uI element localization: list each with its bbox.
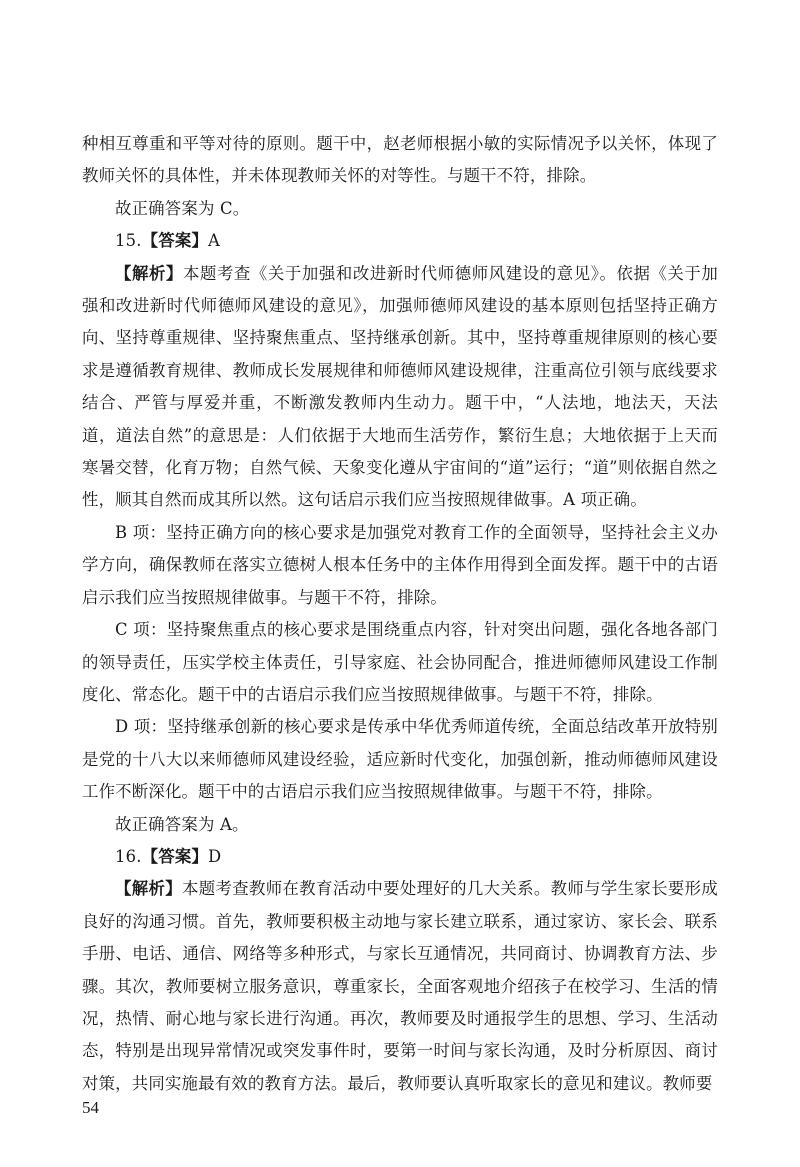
paragraph-2 (82, 193, 718, 225)
option-c-paragraph (82, 614, 718, 711)
analysis-tag: 【解析】 (115, 263, 183, 283)
paragraph-text: 本题考查《关于加强和改进新时代师德师风建设的意见》。依据《关于加强和改进新时代师德师风建设的意见》，加强师德师风建设的基本原则包括坚持正确方向、坚持尊重规律、坚持聚焦重点、坚持继承创新。其中，坚持尊重规律原则的核心要求是遵循教育规律、教师成长发展规律和师德师风建设规律，注重高位引领与底线要求结合、严管与厚爱并重，不断激发教师内生动力。题干中，“人法地，地法天，天法道，道法自然”的意思是：人们依据于大地而生活劳作，繁衍生息；大地依据于上天而寒暑交替，化育万物；自然气候、天象变化遵从宇宙间的“道”运行；“道”则依据自然之性，顺其自然而成其所以然。这句话启示我们应当按照规律做事。A 项正确。 (82, 263, 718, 510)
paragraph-1 (82, 128, 718, 193)
question-number: 16. (115, 846, 142, 866)
paragraph-text: D 项：坚持继承创新的核心要求是传承中华优秀师道传统，全面总结改革开放特别是党的十八大以来师德师风建设经验，适应新时代变化，加强创新，推动师德师风建设工作不断深化。题干中的古语启示我们应当按照规律做事。与题干不符，排除。 (82, 717, 718, 802)
answer-16 (82, 841, 718, 873)
paragraph-text: C 项：坚持聚焦重点的核心要求是围绕重点内容，针对突出问题，强化各地各部门的领导责任，压实学校主体责任，引导家庭、社会协同配合，推进师德师风建设工作制度化、常态化。题干中的古语启示我们应当按照规律做事。与题干不符，排除。 (82, 620, 718, 704)
conclusion-15 (82, 809, 718, 841)
analysis-16 (82, 873, 718, 1100)
paragraph-text: 故正确答案为 A。 (115, 814, 249, 834)
paragraph-text: 故正确答案为 C。 (115, 198, 250, 218)
option-b-paragraph (82, 517, 718, 614)
answer-15 (82, 225, 718, 257)
paragraph-text: 种相互尊重和平等对待的原则。题干中，赵老师根据小敏的实际情况予以关怀，体现了教师关怀的具体性，并未体现教师关怀的对等性。与题干不符，排除。 (82, 134, 718, 186)
question-number: 15. (115, 231, 142, 251)
answer-tag: 【答案】 (141, 846, 209, 866)
paragraph-text: B 项：坚持正确方向的核心要求是加强党对教育工作的全面领导，坚持社会主义办学方向，确保教师在落实立德树人根本任务中的主体作用得到全面发挥。题干中的古语启示我们应当按照规律做事。与题干不符，排除。 (82, 522, 718, 607)
analysis-15 (82, 258, 718, 517)
option-d-paragraph (82, 711, 718, 808)
answer-tag: 【答案】 (141, 231, 209, 251)
answer-value: A (208, 231, 221, 251)
analysis-tag: 【解析】 (115, 879, 183, 899)
paragraph-text: 本题考查教师在教育活动中要处理好的几大关系。教师与学生家长要形成良好的沟通习惯。首先，教师要积极主动地与家长建立联系，通过家访、家长会、联系手册、电话、通信、网络等多种形式，与家长互通情况，共同商讨、协调教育方法、步骤。其次，教师要树立服务意识，尊重家长，全面客观地介绍孩子在校学习、生活的情况，热情、耐心地与家长进行沟通。再次，教师要及时通报学生的思想、学习、生活动态，特别是出现异常情况或突发事件时，要第一时间与家长沟通，及时分析原因、商讨对策，共同实施最有效的教育方法。最后，教师要认真听取家长的意见和建议。教师要 (82, 879, 718, 1093)
page-number: 54 (82, 1098, 99, 1117)
page-body (82, 128, 718, 1100)
answer-value: D (208, 846, 222, 866)
